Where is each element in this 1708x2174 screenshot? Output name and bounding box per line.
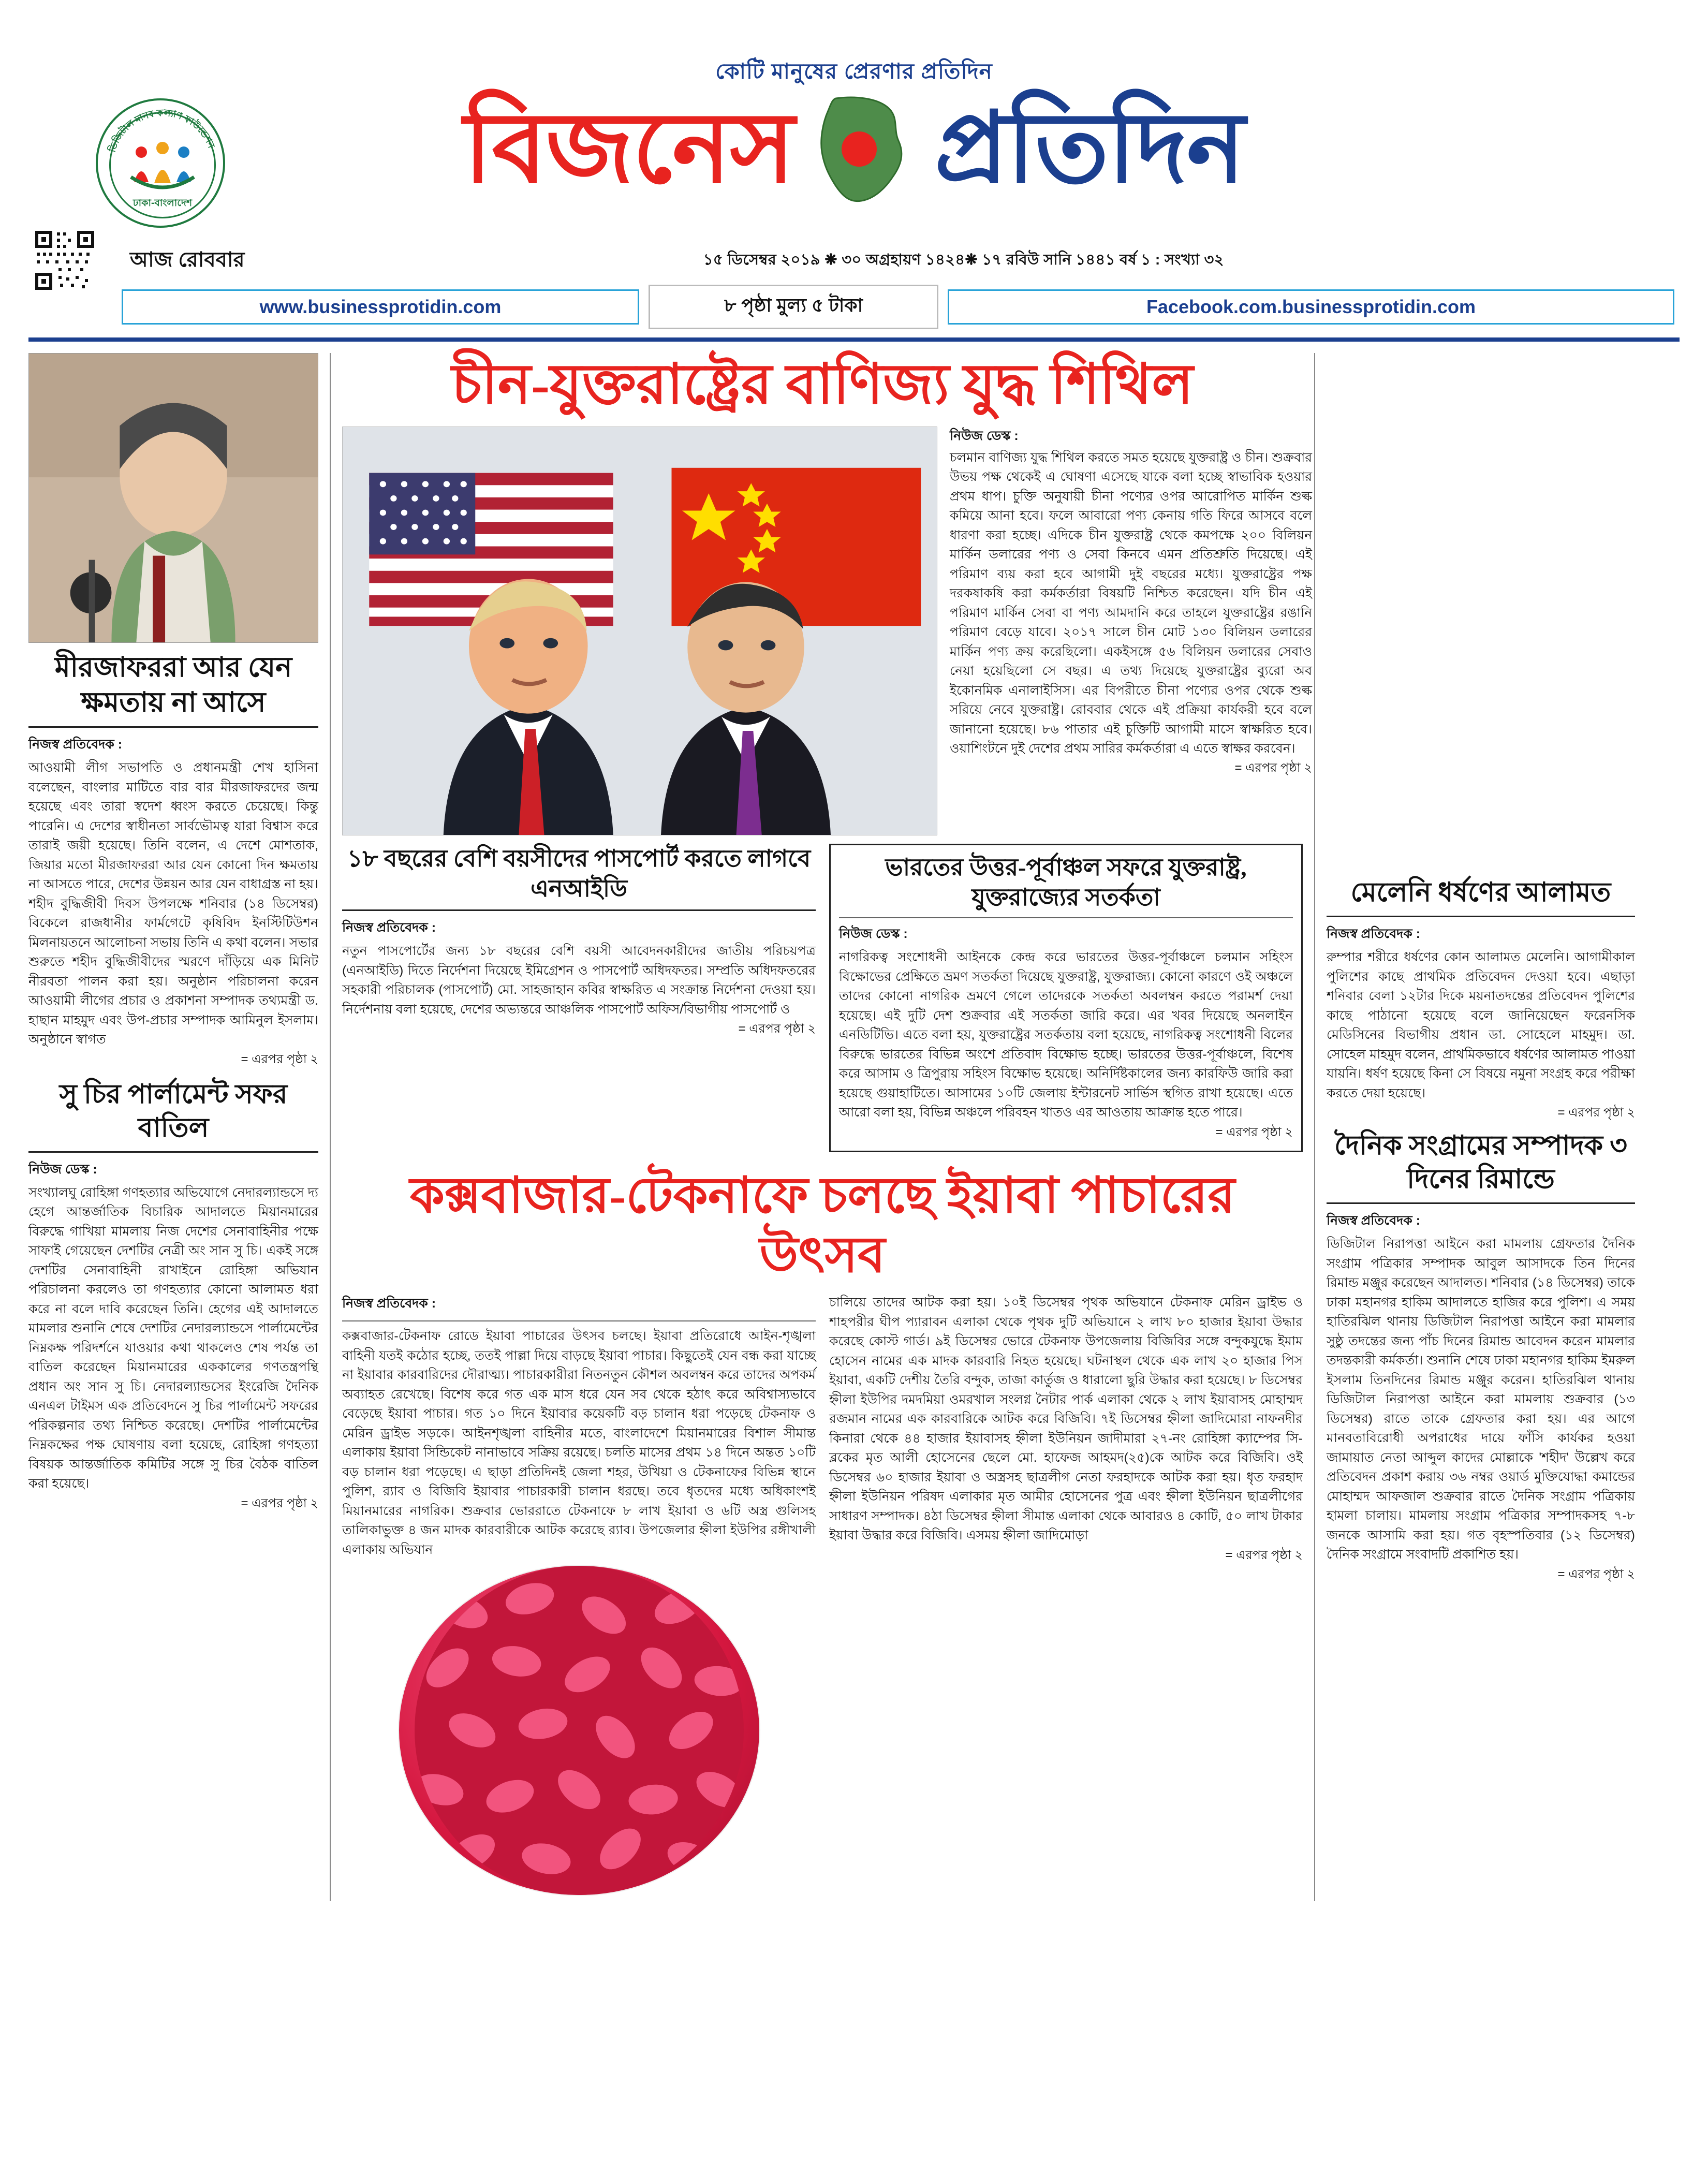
mid-box-1-byline: নিজস্ব প্রতিবেদক :	[342, 920, 436, 935]
bottom-story-headline: কক্সবাজার-টেকনাফে চলছে ইয়াবা পাচারের উৎসব	[409, 1167, 1235, 1283]
left-column	[28, 353, 318, 1901]
right-story1-title: মেলেনি ধর্ষণের আলামত	[1350, 878, 1611, 907]
left-story-byline: নিজস্ব প্রতিবেদক :	[28, 737, 123, 752]
mid-box-1-body: নতুন পাসপোর্টের জন্য ১৮ বছরের বেশি বয়সী আবেদনকারীদের জাতীয় পরিচয়পত্র (এনআইডি) দিতে নির্দেশনা দিয়েছে ইমিগ্রেশন ও পাসপোর্ট অধিদফতর। সম্প্রতি অধিদফতরের সহকারী পরিচালক (পাসপোর্ট) মো. সাহজাহান কবির স্বাক্ষরিত এ সংক্রান্ত নির্দেশনা দেওয়া হয়। নির্দেশনায় বলা হয়েছে, দেশের অভ্যন্তরে আঞ্চলিক পাসপোর্ট অফিস/বিভাগীয় পাসপোর্ট ও	[342, 944, 816, 1017]
seal-bottom-text: ঢাকা-বাংলাদেশ	[132, 198, 193, 209]
facebook-link[interactable]: Facebook.com.businessprotidin.com	[948, 289, 1674, 325]
mid-box-2-continued: = এরপর পৃষ্ঠা ২	[1215, 1125, 1293, 1139]
lead-text-block	[950, 427, 1312, 835]
yaba-pills-photo	[398, 1565, 760, 1896]
mid-box-row	[342, 844, 1303, 1152]
left-story2-body: সংখ্যালঘু রোহিঙ্গা গণহত্যার অভিযোগে নেদারল্যান্ডসে দ্য হেগে আন্তর্জাতিক বিচারিক আদালতে মিয়ানমারের বিরুদ্ধে গাখিয়া মামলায় নিজ দেশের সেনাবাহিনীর পক্ষে সাফাই গেয়েছেন দেশটির নেত্রী অং সান সু চি। একই সঙ্গে দেশটির সেনাবাহিনী রাখাইনে রোহিঙ্গা অভিযান পরিচালনা করলেও তা গণহত্যার কোনো আলামত ধরা করে না বলে দাবি করেছেন তিনি। হেগের এই আদালতে মামলার শুনানি শেষে দেশটির নেদারল্যান্ডসে পার্লামেন্টের নিম্নকক্ষ পরিদর্শনে যাওয়ার কথা থাকলেও শেষ পর্যন্ত তা বাতিল করেছেন মিয়ানমারের এককালের গণতন্ত্রপন্থি প্রধান অং সান সু চি। নেদারল্যান্ডসের ইংরেজি দৈনিক এনএল টাইমস এক প্রতিবেদনে সু চির পার্লামেন্ট সফরের পরিকল্পনার তথ্য নিশ্চিত করেছে। দেশটির পার্লামেন্টের নিম্নকক্ষের পক্ষ ঘোষণায় বলা হয়েছে, রোহিঙ্গা গণহত্যা বিষয়ক আন্তর্জাতিক কমিটির সঙ্গে সু চির বৈঠক বাতিল করা হয়েছে।	[28, 1185, 318, 1491]
masthead-title-part2: প্রতিদিন	[934, 94, 1244, 203]
mid-box-1-continued: = এরপর পৃষ্ঠা ২	[738, 1022, 816, 1036]
bangladesh-map-icon	[797, 93, 932, 204]
masthead-tagline: কোটি মানুষের প্রেরণার প্রতিদিন	[715, 59, 993, 83]
mid-box-2	[829, 844, 1303, 1152]
link-bar	[28, 285, 1680, 329]
mid-box-2-body: নাগরিকত্ব সংশোধনী আইনকে কেন্দ্র করে ভারতের উত্তর-পূর্বাঞ্চলে চলমান সহিংস বিক্ষোভের প্রেক্ষিতে ভ্রমণ সতর্কতা দিয়েছে যুক্তরাষ্ট্র, যুক্তরাজ্য। কোনো কারণে ওই অঞ্চলে তাদের কোনো নাগরিক ভ্রমণে গেলে তাদেরকে সতর্কতা অবলম্বন করতে পরামর্শ দেয়া হয়েছে। এই দুটি দেশ শুক্রবার এই সতর্কতা জারি করে। এর খবর দিয়েছে অনলাইন এনডিটিভি। এতে বলা হয়, যুক্তরাষ্ট্রের সতর্কতায় বলা হয়েছে, নাগরিকত্ব সংশোধনী বিলের বিরুদ্ধে ভারতের বিভিন্ন অংশে প্রতিবাদ বিক্ষোভ হচ্ছে। ভারতের উত্তর-পূর্বাঞ্চলে, বিশেষ করে আসাম ও ত্রিপুরায় সহিংস বিক্ষোভ হয়েছে। অনির্দিষ্টকালের জন্য কারফিউ জারি করা হয়েছে গুয়াহাটিতে। আসামের ১০টি জেলায় ইন্টারনেট সার্ভিস স্থগিত রাখা হয়েছে। এতে আরো বলা হয়, বিভিন্ন অঞ্চলে পরিবহন খাতও এর আওতায় আক্রান্ত হতে পারে।	[839, 950, 1293, 1120]
info-bar	[28, 243, 1680, 277]
right-column	[1314, 353, 1635, 1901]
mid-box-1-title: ১৮ বছরের বেশি বয়সীদের পাসপোর্ট করতে লাগবে এনআইডি	[347, 845, 811, 902]
website-link[interactable]: www.businessprotidin.com	[122, 289, 639, 325]
left-story-continued: = এরপর পৃষ্ঠা ২	[241, 1052, 318, 1066]
left-story2-title: সু চির পার্লামেন্ট সফর বাতিল	[59, 1079, 288, 1143]
middle-column	[330, 353, 1312, 1901]
mid-box-1	[342, 844, 816, 1152]
bottom-story-body-1: কক্সবাজার-টেকনাফ রোডে ইয়াবা পাচারের উৎসব চলছে। ইয়াবা প্রতিরোধে আইন-শৃঙ্খলা বাহিনী যতই কঠোর হচ্ছে, ততই পাল্লা দিয়ে বাড়ছে ইয়াবা পাচার। কিছুতেই যেন বন্ধ করা যাচ্ছে না ইয়াবার কারবারিদের দৌরাত্ম্য। পাচারকারীরা নিতনতুন কৌশল অবলম্বন করে তাদের অপকর্ম অব্যাহত রেখেছে। বিশেষ করে গত এক মাস ধরে যেন সব থেকে হঠাৎ করে অবিশ্বাস্যভাবে বেড়েছে ইয়াবা পাচার। গত ১০ দিনে ইয়াবার কয়েকটি বড় চালান ধরা পড়েছে টেকনাফ ও মেরিন ড্রাইভ সড়কে। আইনশৃঙ্খলা বাহিনীর মতে, বাংলাদেশে মিয়ানমারের বিশাল সীমান্ত এলাকায় ইয়াবা সিন্ডিকেট নানাভাবে সক্রিয় রয়েছে। চলতি মাসের প্রথম ১৪ দিনে অন্তত ১০টি বড় চালান ধরা পড়েছে। এ ছাড়া প্রতিদিনই জেলা শহর, উখিয়া ও টেকনাফের বিভিন্ন স্থানে পুলিশ, র‌্যাব ও বিজিবি ইয়াবার পাচারকারী চালান ধরছে। তবে ধৃতদের মধ্যে অধিকাংশই মিয়ানমারের নাগরিক। শুক্রবার ভোররাতে টেকনাফে ৮ লাখ ইয়াবা ও ৬টি অস্ত্র গুলিসহ তালিকাভুক্ত ৪ জন মাদক কারবারীকে আটক করেছে র‌্যাব। উপজেলার হ্নীলা ইউপির রঙ্গীখালী এলাকায় অভিযান	[342, 1329, 816, 1557]
left-story-title: মীরজাফররা আর যেন ক্ষমতায় না আসে	[54, 652, 292, 718]
today-label: আজ রোববার	[130, 248, 245, 271]
right-story1-body: রুম্পার শরীরে ধর্ষণের কোন আলামত মেলেনি। আগামীকাল পুলিশের কাছে প্রাথমিক প্রতিবেদন দেওয়া হবে। এছাড়া শনিবার বেলা ১২টার দিকে ময়নাতদন্তের প্রতিবেদন পুলিশের কাছে পাঠানো হয়েছে বলে জানিয়েছেন ফরেনসিক মেডিসিনের বিভাগীয় প্রধান ডা. সোহেলে মাহমুদ। ডা. সোহেল মাহমুদ বলেন, প্রাথমিকভাবে ধর্ষণের আলামত পাওয়া যায়নি। ধর্ষণ হয়েছে কিনা সে বিষয়ে নমুনা সংগ্রহ করে পরীক্ষা করতে দেয়া হয়েছে।	[1327, 950, 1635, 1100]
masthead	[28, 21, 1680, 228]
lead-byline: নিউজ ডেস্ক :	[950, 429, 1019, 444]
right-story2-byline: নিজস্ব প্রতিবেদক :	[1327, 1213, 1421, 1228]
qr-code-icon[interactable]	[34, 229, 96, 291]
bottom-story-body-2: চালিয়ে তাদের আটক করা হয়। ১০ই ডিসেম্বর পৃথক অভিযানে টেকনাফ মেরিন ড্রাইভ ও শাহপরীর ঘীপ প্যারাবন এলাকা থেকে পৃথক দুটি অভিযানে ২ লাখ ৮০ হাজার ইয়াবা উদ্ধার করেছে কোস্ট গার্ড। ৯ই ডিসেম্বর ভোরে টেকনাফ উপজেলায় বিজিবির সঙ্গে বন্দুকযুদ্ধে ইমাম হোসেন নামের এক মাদক কারবারি নিহত হয়েছে। ঘটনাস্থল থেকে এক লাখ ২০ হাজার পিস ইয়াবা, একটি দেশীয় তৈরি বন্দুক, তাজা কার্তুজ ও ধারালো ছুরি উদ্ধার করা হয়েছে। ৮ ডিসেম্বর হ্নীলা ইউপির দমদমিয়া ওমরখাল সংলগ্ন নৈটার পার্ক এলাকা থেকে ২ লাখ ইয়াবাসহ মোহাম্মদ রজমান নামের এক কারবারিকে আটক করে বিজিবি। ৭ই ডিসেম্বর হ্নীলা জাদিমোরা নাফনদীর কিনারা থেকে ৪৪ হাজার ইয়াবাসহ হ্নীলা ইউনিয়ন জাদীমারা ২৭-নং রোহিঙ্গা ক্যাম্পের সি-ব্লকের মৃত আলী হোসেনের ছেলে মো. হাফেজ আহমদ(২৫)কে আটক করে বিজিবি। ওই ডিসেম্বর ৬০ হাজার ইয়াবা ও অস্ত্রসহ ছাত্রলীগ নেতা ফরহাদকে আটক করা হয়। ধৃত ফরহাদ হ্নীলা ইউনিয়ন পরিষদ এলাকার মৃত আমীর হোসেনের পুত্র এবং হ্নীলা ইউনিয়ন ছাত্রলীগের সাধারণ সম্পাদক। ৪ঠা ডিসেম্বর হ্নীলা সীমান্ত এলাকা থেকে আবারও ৪ কোটি, ৫০ লাখ টাকার ইয়াবা উদ্ধার করে বিজিবি। এসময় হ্নীলা জাদিমোড়া	[829, 1295, 1303, 1543]
right-story1-byline: নিজস্ব প্রতিবেদক :	[1327, 927, 1421, 941]
svg-text:ডিজিটাল মানব কল্যাণ ফাউন্ডেশন: ডিজিটাল মানব কল্যাণ ফাউন্ডেশন	[107, 107, 217, 154]
bottom-story-col-1	[342, 1293, 816, 1901]
lead-continued: = এরপর পৃষ্ঠা ২	[1234, 760, 1312, 775]
bottom-story	[342, 1166, 1303, 1901]
header-divider	[28, 337, 1680, 342]
mid-box-2-title: ভারতের উত্তর-পূর্বাঞ্চল সফরে যুক্তরাষ্ট্র, যুক্তরাজ্যের সতর্কতা	[885, 854, 1247, 910]
sheikh-hasina-photo	[28, 353, 318, 643]
date-line: ১৫ ডিসেম্বর ২০১৯ ❋ ৩০ অগ্রহায়ণ ১৪২৪❋ ১৭ রবিউ সানি ১৪৪১ বর্ষ ১ : সংখ্যা ৩২	[703, 251, 1224, 268]
right-story2-body: ডিজিটাল নিরাপত্তা আইনে করা মামলায় গ্রেফতার দৈনিক সংগ্রাম পত্রিকার সম্পাদক আবুল আসাদকে তিন দিনের রিমান্ড মঞ্জুর করেছেন আদালত। শনিবার (১৪ ডিসেম্বর) তাকে ঢাকা মহানগর হাকিম আদালতে হাজির করে পুলিশ। এ সময় হাতিরঝিল থানায় ডিজিটাল নিরাপত্তা আইনে করা মামলার সুষ্ঠু তদন্তের জন্য পাঁচ দিনের রিমান্ড আবেদন করেন মামলার তদন্তকারী কর্মকর্তা। শুনানি শেষে ঢাকা মহানগর হাকিম ইমরুল ইসলাম তিনদিনের রিমান্ড মঞ্জুর করেন। হাতিরঝিল থানায় ডিজিটাল নিরাপত্তা আইনে করা মামলায় শুক্রবার (১৩ ডিসেম্বর) রাতে তাকে গ্রেফতার করা হয়। এর আগে মানবতাবিরোধী অপরাধের দায়ে ফাঁসি কার্যকর হওয়া জামায়াত নেতা আব্দুল কাদের মোল্লাকে 'শহীদ' উল্লেখ করে প্রতিবেদন প্রকাশ করায় ৩৬ নম্বর ওয়ার্ড মুক্তিযোদ্ধা কমান্ডের মোহাম্মদ আফজাল শুক্রবার রাতে দৈনিক সংগ্রাম পত্রিকায় হামলা চালায়। মামলায় সংগ্রাম পত্রিকার সম্পাদকসহ ৭-৮ জনকে আসামি করা হয়। গত বৃহস্পতিবার (১২ ডিসেম্বর) দৈনিক সংগ্রামে সংবাদটি প্রকাশিত হয়।	[1327, 1237, 1635, 1562]
right-story2-title: দৈনিক সংগ্রামের সম্পাদক ৩ দিনের রিমান্ডে	[1334, 1131, 1627, 1194]
masthead-title-part1: বিজনেস	[464, 94, 794, 203]
left-story-body: আওয়ামী লীগ সভাপতি ও প্রধানমন্ত্রী শেখ হাসিনা বলেছেন, বাংলার মাটিতে বার বার মীরজাফরদের জন্ম হয়েছে এবং তারা স্বদেশ ধ্বংস করতে চেয়েছে। কিন্তু পারেনি। এ দেশের স্বাধীনতা সার্বভৌমত্ব যারা বিশ্বাস করে তারাই জয়ী হয়েছে। তিনি বলেন, এ দেশে মোশতাক, জিয়ার মতো মীরজাফররা আর যেন কোনো দিন ক্ষমতায় না আসতে পারে, দেশের উন্নয়ন আর যেন বাধাগ্রস্ত না হয়। শহীদ বুদ্ধিজীবী দিবস উপলক্ষে শনিবার (১৪ ডিসেম্বর) বিকেলে রাজধানীর ফার্মগেটে কৃষিবিদ ইনস্টিটিউশন মিলনায়তনে আলোচনা সভায় তিনি এ কথা বলেন। সভার শুরুতে শহীদ বুদ্ধিজীবীদের স্মরণে দাঁড়িয়ে এক মিনিট নীরবতা পালন করা হয়। অনুষ্ঠান পরিচালনা করেন আওয়ামী লীগের প্রচার ও প্রকাশনা সম্পাদক তথ্যমন্ত্রী ড. হাছান মাহমুদ এবং উপ-প্রচার সম্পাদক আমিনুল ইসলাম। অনুষ্ঠানে স্বাগত	[28, 760, 318, 1047]
left-story2-continued: = এরপর পৃষ্ঠা ২	[241, 1496, 318, 1510]
mid-box-2-byline: নিউজ ডেস্ক :	[839, 927, 908, 942]
lead-photo-wrap	[342, 427, 937, 835]
publisher-seal-logo	[96, 98, 225, 228]
lead-headline: চীন-যুক্তরাষ্ট্রের বাণিজ্য যুদ্ধ শিথিল	[451, 354, 1194, 416]
price-box: ৮ পৃষ্ঠা মুল্য ৫ টাকা	[649, 285, 938, 329]
right-story1-continued: = এরপর পৃষ্ঠা ২	[1557, 1106, 1635, 1120]
bottom-story-byline: নিজস্ব প্রতিবেদক :	[342, 1296, 436, 1311]
trump-xi-photo	[342, 427, 937, 835]
right-story2-continued: = এরপর পৃষ্ঠা ২	[1557, 1567, 1635, 1581]
content-grid	[28, 353, 1680, 1901]
bottom-story-col-2	[829, 1293, 1303, 1901]
lead-body: চলমান বাণিজ্য যুদ্ধ শিথিল করতে সমত হয়েছে যুক্তরাষ্ট্র ও চীন। শুক্রবার উভয় পক্ষ থেকেই এ ঘোষণা এসেছে যাকে বলা হচ্ছে স্বাভাবিক হওয়ার প্রথম ধাপ। চুক্তি অনুযায়ী চীনা পণ্যের ওপর আরোপিত মার্কিন শুল্ক কমিয়ে আনা হবে। ফলে আবারো পণ্য কেনায় গতি ফিরে আসবে বলে ধারণা করা হচ্ছে। এদিকে চীন যুক্তরাষ্ট্র থেকে কমপক্ষে ২০০ বিলিয়ন মার্কিন ডলারের পণ্য ও সেবা কিনবে এমন প্রতিশ্রুতি দিয়েছে। এই পরিমাণ ব্যয় করা হবে আগামী দুই বছরের মধ্যে। যুক্তরাষ্ট্রের পক্ষ দরকষাকষি করা কর্মকর্তারা বিষয়টি নিশ্চিত করেছেন। যদি চীন এই পরিমাণ মার্কিন সেবা বা পণ্য আমদানি করে তাহলে যুক্তরাষ্ট্রের রঙানি পরিমাণ বেড়ে যাবে। ২০১৭ সালে চীন মোট ১৩০ বিলিয়ন ডলারের মার্কিন পণ্য ক্রয় করেছিলো। একইসঙ্গে ৫৬ বিলিয়ন ডলারের সেবাও নেয়া হয়েছিলো সে বছর। এ তথ্য দিয়েছে যুক্তরাষ্ট্রের ব্যুরো অব ইকোনমিক এনালাইসিস। এর বিপরীতে চীনা পণ্যের ওপর থেকে শুল্ক সরিয়ে নেবে যুক্তরাষ্ট্র। রোববার থেকে এই প্রক্রিয়া কার্যকরী হবে বলে জানানো হয়েছে। ৮৬ পাতার এই চুক্তিটি আগামী মাসে স্বাক্ষরিত হবে। ওয়াশিংটনে দুই দেশের প্রথম সারির কর্মকর্তারা এ এতে স্বাক্ষর করবেন।	[950, 450, 1312, 756]
left-story2-byline: নিউজ ডেস্ক :	[28, 1162, 97, 1177]
people-icon	[130, 141, 195, 190]
bottom-story-continued: = এরপর পৃষ্ঠা ২	[1225, 1548, 1303, 1562]
